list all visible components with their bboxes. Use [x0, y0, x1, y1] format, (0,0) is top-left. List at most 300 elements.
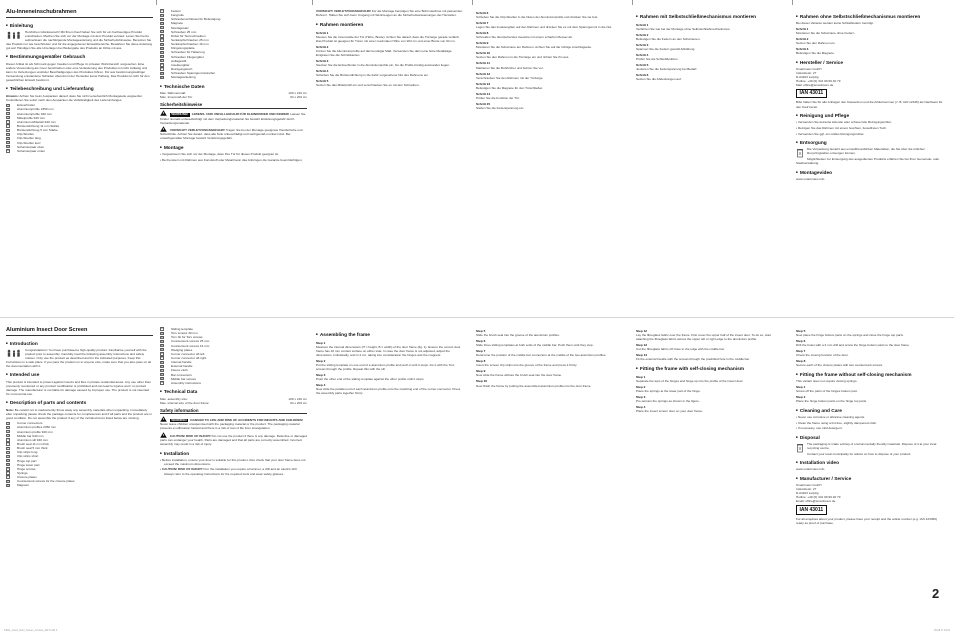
part-label: Dübel für Termschrauben	[171, 33, 206, 38]
address-line: Industriestr. 27	[796, 70, 817, 75]
part-number: 23	[161, 51, 164, 54]
family-icon	[6, 31, 22, 39]
part-label: Senkkopfschrauben 16 mm	[171, 42, 209, 47]
column-1	[6, 9, 153, 301]
section-heading: ■ Disposal	[796, 434, 943, 442]
crop-mark	[792, 0, 793, 5]
part-number: 14	[7, 476, 10, 479]
ian-box: IAN 43011	[796, 505, 827, 515]
part-number: 7	[7, 129, 9, 132]
step-text: Now finish the frame by putting the assembled aluminium profile into the door frame.	[476, 383, 592, 388]
step-text: Measure the internal dimensions (H = height, B = width) of the door frame (fig. 1). Ensure the correct door frame has 10 mm contact surface on either side. In case the door frame is not adjusted, adjust the dimensions. Individually, and in 2 cm, taking into consideration the hinges and the magnets.	[316, 344, 461, 357]
step-list	[316, 341, 463, 396]
disposal-text: The packaging is made entirely of environmentally friendly materials. Dispose of it at your local recycling centre.	[807, 442, 937, 451]
variant-intro: Bei dieser Variante werden keine Schließfedern benötigt.	[796, 20, 874, 25]
section-heading: ■ Montage	[160, 144, 307, 152]
step-label: Step 8	[476, 359, 486, 364]
part-number: 4	[7, 435, 9, 438]
part-number: 19	[161, 336, 164, 339]
section-heading: ■ Reinigung und Pflege	[796, 112, 943, 120]
part-label: Auflagestift	[171, 58, 187, 63]
section-heading: ■ Rahmen mit Selbstschließmechanismus montieren	[636, 13, 783, 21]
technical-data-table	[160, 91, 307, 99]
part-number: 10	[7, 141, 10, 144]
part-number: 22	[161, 47, 164, 50]
section-heading: ■ Introduction	[6, 340, 153, 348]
part-label: Eckverbinder	[17, 103, 36, 108]
part-number: 28	[161, 72, 164, 75]
crop-mark	[156, 0, 157, 5]
address-line: Smartmaxx GmbH	[796, 483, 822, 488]
step-label: Step 4	[316, 383, 326, 388]
address-line: Mail: office@smartmaxx.de	[796, 82, 834, 87]
part-number: 16	[161, 22, 164, 25]
step-text: Secure each of the closure plates with two countersunk screws.	[796, 363, 884, 368]
part-number: 23	[161, 353, 164, 356]
address-line: D-04103 Leipzig	[796, 491, 819, 496]
step-text: Slide three sliding templates at both ends of the middle bar. Push them until they stop.	[476, 343, 594, 348]
address-line: Industriestr. 27	[796, 487, 817, 492]
part-number: 7	[7, 447, 9, 450]
step-label: Step 1	[796, 385, 806, 390]
section-heading: ■ Installation video	[796, 459, 943, 467]
list-bullet: • Verwenden Sie keinerlei ätzende oder scheuernde Reinigungsmittel.	[796, 120, 892, 125]
part-number: 22	[161, 349, 164, 352]
step-text: Kürzen Sie die Aluminiumprofile auf das benötigte Maß. Verwenden Sie dazu eine feine Metallsäge. Entgraten Sie die Schnittkanten.	[316, 48, 453, 58]
step-text: Setzen Sie den Rahmen ein.	[796, 40, 836, 45]
part-label: Torx screws 30 mm	[171, 331, 198, 336]
part-label: Schrauben Spanngummistreifen	[171, 71, 216, 76]
column-4	[476, 9, 623, 301]
warning-triangle-icon	[160, 416, 167, 422]
part-label: Clip-Streifen kurz	[17, 140, 41, 145]
step-label: Step 3	[636, 395, 646, 400]
section-heading: ■ Rahmen montieren	[316, 21, 463, 29]
part-number: 18	[161, 31, 164, 34]
step-list	[796, 27, 943, 55]
step-text: Stellen Sie die Federspannung ein.	[476, 105, 525, 110]
step-label: Step 6	[796, 339, 806, 344]
part-label: Aluminium sill 940 mm	[17, 437, 48, 442]
part-number: 24	[161, 357, 164, 360]
part-label: Clip-Streifen lang	[17, 136, 41, 141]
step-label: Schritt 5	[316, 79, 329, 84]
step-text: Stecken Sie die Eckverbinder in die Aluminiumprofile ein, bis die Profile bündig aneinander liegen.	[316, 63, 450, 68]
address-line: Hotline: +49 (0) 341 99 99 40 79	[796, 78, 841, 83]
tech-key: Max. internal size of the door frame:	[160, 400, 210, 405]
manufacturer-address	[796, 483, 943, 503]
part-label: Internal handle	[171, 360, 192, 365]
step-label: Schritt 4	[316, 69, 329, 74]
list-bullet: • Verwenden Sie ggf. ein mildes Reinigungsmittel.	[796, 131, 865, 136]
disposal-text-2: Möglichkeiten zur Entsorgung des ausgedienten Produkts erfahren Sie bei Ihrer Gemeinde- oder Stadtverwaltung.	[796, 156, 940, 166]
part-label: Closure plates	[17, 475, 37, 480]
tech-row	[160, 95, 307, 99]
part-label: Clip strips long	[17, 450, 38, 455]
warning-badge: WARNUNG!	[171, 112, 189, 117]
part-number: 25	[161, 60, 164, 63]
disposal-text: Die Verpackung besteht aus umweltfreundlichen Materialien, die Sie über die örtlichen Recyclingstellen entsorgen können.	[807, 147, 925, 156]
step-text: Schneiden Sie überstehendes Gewebe mit einem scharfen Messer ab.	[476, 35, 573, 40]
crop-mark	[632, 0, 633, 5]
part-label: Bürstendichtung 5 mm Stärke	[17, 128, 58, 133]
address-line: Hotline: +49 (0) 341 99 99 40 79	[796, 495, 841, 500]
part-number: 2	[7, 108, 9, 111]
step-list	[636, 329, 783, 361]
part-number: 29	[161, 378, 164, 381]
part-label: Corner connector off-right	[171, 355, 207, 360]
step-label: Step 12	[636, 329, 648, 333]
part-label: Scharnierpaar oben	[17, 144, 45, 149]
section-heading: ■ Installation	[160, 450, 307, 458]
intro-text: Congratulations! You have purchased a high-quality product. Familiarise yourself with the product prior to assembly. Carefully read the following assembly instructions and safety notices. Only use the product as described and for the indicated purposes. Keep this instructions in a safe place. If you pass the product on to anyone else, make sure that you also pass on all the documentation with it.	[6, 347, 151, 368]
step-label: Schritt 15	[476, 101, 491, 106]
part-label: Magnets	[17, 483, 29, 488]
part-number: 18	[161, 332, 164, 335]
part-label: Middle bar screws	[171, 376, 196, 381]
step-label: Schritt 11	[476, 61, 490, 66]
column-2	[160, 9, 307, 301]
step-label: Schritt 6	[636, 73, 649, 78]
intended-use-text: Dieser Artikel ist als Schmuck gegen Insekten und Pflege im privaten Wohnbereich vorgesehen. Eine andere Verwendung als zuvor beschrieben oder eine Veränderung des Produktes ist nicht zulässig und kann zu Verletzungen und/oder Beschädigungen des Produktes führen. Für aus bestimmungswidriger Verwendung entstandene Schäden übernimmt der Hersteller keine Haftung. Das Produkt ist nicht für den gewerblichen Einsatz bestimmt.	[6, 61, 150, 82]
part-label: Bürstendichtung 11 mm Stärke	[17, 123, 60, 128]
step-text: Place the insect screen door on your door frame.	[636, 409, 703, 414]
step-label: Step 4	[636, 405, 646, 410]
step-label: Schritt 3	[796, 46, 809, 51]
step-text: Now slide the frame without the brush seal into the door frame.	[476, 373, 562, 378]
step-text: Verschrauben Sie den Rahmen mit der Türzarge.	[476, 75, 544, 80]
step-label: Step 10	[476, 379, 488, 384]
safety-warning: WARNING! DANGER TO LIFE AND RISK OF ACCIDENTS FOR INFANTS AND CHILDREN! Never leave children unsupervised with the packaging material or the product. The packaging material presents a suffocation hazard and there is a risk of loss of life from strangulation.	[160, 417, 303, 431]
tech-value: 94 x 204 cm	[290, 400, 307, 405]
sheet-english	[0, 318, 954, 635]
part-number: 9	[7, 455, 9, 458]
step-list	[636, 375, 783, 413]
part-number: 4	[7, 117, 9, 120]
part-label: Clip strips short	[17, 454, 39, 459]
part-label: Countersunk screws 16 mm	[171, 343, 210, 348]
step-label: Schritt 1	[636, 22, 649, 27]
part-label: Countersunk screws 25 mm	[171, 339, 210, 344]
step-label: Schritt 2	[796, 36, 809, 41]
parts-note: Note: Be careful not to inadvertently throw away any assembly materials when unpacking. Immediately after unpacking please check the package contents for completeness and if all parts and the product are in good condition. Do not assemble the product if any of the included items listed below are missing.	[6, 407, 152, 420]
part-number: 21	[161, 43, 164, 46]
step-text: Justieren Sie die Federspannung bei Bedarf.	[636, 67, 698, 72]
part-number: 14	[161, 14, 164, 17]
part-number: 27	[161, 369, 164, 372]
part-number: 5	[7, 121, 9, 124]
list-bullet: • Reinigen Sie das Rahmen mit einem feuchten, fusselfreien Tuch.	[796, 125, 887, 130]
step-text: Determine the position of the middle bar connectors at the middle of the two aluminium profiles.	[476, 353, 607, 358]
column-5	[636, 327, 783, 619]
step-text: Separate the tops of the hinges and hinge up into the profile of the insect door.	[636, 379, 744, 384]
step-text: Prüfen Sie die Schließfunktion.	[636, 57, 679, 62]
part-item	[160, 75, 307, 79]
part-number: 16	[7, 484, 10, 487]
tech-row	[160, 401, 307, 405]
part-label: Scharnierpaar unten	[17, 148, 46, 153]
section-heading: ■ Bestimmungsgemäßer Gebrauch	[6, 53, 153, 61]
part-number: 27	[161, 68, 164, 71]
part-label: Schrauben Fliegengitter	[171, 54, 204, 59]
montage-bullet: • Bei Fenstern mit Rahmen aus Kunststoff oder Metall kann das Anbringen die Garantie beeinträchtigen.	[160, 157, 303, 162]
step-text: Check the closing function of the door.	[796, 353, 849, 358]
step-label: Step 5	[476, 329, 486, 333]
tech-key: Max. Innenmaß der Tür	[160, 95, 193, 100]
step-text: Place the hinge bottom parts on the hinge top parts.	[796, 399, 868, 404]
step-text: Schieben Sie die Bürstendichtung in die dafür vorgesehene Nut des Rahmens ein.	[316, 73, 429, 78]
section-heading: ■ Cleaning and Care	[796, 407, 943, 415]
step-label: Schritt 4	[636, 52, 649, 57]
step-label: Step 2	[316, 358, 326, 363]
part-label: Springs	[17, 470, 28, 475]
step-text: Setzen Sie das Mittelprofil ein und verschrauben Sie es mit den Schrauben.	[316, 83, 420, 88]
tech-value: 100 x 210 cm	[288, 396, 307, 401]
step-text: Now place the hinge bottom parts on the springs and close the hinge top parts.	[796, 333, 904, 338]
section-heading: ■ Teilebeschreibung und Lieferumfang	[6, 85, 153, 93]
manufacturer-note: Bitte halten Sie für alle Anfragen den Kassenbon und die Artikelnummer (z. B. IAN 12345) als Nachweis für den Kauf bereit.	[796, 100, 943, 109]
step-list	[796, 385, 943, 403]
step-text: Setzen Sie die Abdeckungen auf.	[636, 77, 682, 82]
step-label: Step 2	[636, 385, 646, 390]
tech-key: Max. Rahmenmaß	[160, 91, 186, 96]
recycling-bin-icon	[796, 443, 804, 453]
manufacturer-address	[796, 67, 943, 87]
section-heading: ■ Technische Daten	[160, 83, 307, 91]
step-label: Step 5	[796, 329, 806, 333]
safety-heading: Safety information	[160, 408, 307, 414]
step-label: Schritt 8	[476, 31, 489, 36]
step-label: Step 7	[476, 349, 486, 354]
step-text: Put the sliding template on one end of a aluminium profile and push it until it stops. Fix it with the Torx screws through the profile. Repeat this with the sill.	[316, 362, 455, 371]
address-line: Email: office@smartmaxx.de	[796, 499, 836, 504]
part-label: Klingelungsplatte	[171, 46, 195, 51]
step-text: Push the other end of the sliding template against the other profile until it stops.	[316, 377, 425, 382]
step-text: Befestigen Sie die Magnete für den Türschließer.	[476, 85, 544, 90]
video-url: www.smartmaxx.info	[796, 176, 825, 181]
part-label: Senkkopfschrauben 25 mm	[171, 37, 209, 42]
part-label: Clip-Streifen	[17, 132, 35, 137]
step-text: Messen Sie die Innenmaße der Tür (Höhe, Breite). Achten Sie darauf, dass die Türzarge gerade verläuft. Das Produkt ist geeignet für Türen mit einer maximalen Höhe von 204 cm und einer Breite von 94 cm.	[316, 34, 460, 43]
technical-data-table	[160, 397, 307, 405]
part-label: Sliding template	[171, 327, 194, 331]
column-3	[316, 327, 463, 619]
montage-bullet: • Vergewissern Sie sich vor der Montage, dass Ihre Tür für dieses Produkt geeignet ist.	[160, 152, 279, 157]
part-label: Aluminiumprofile 940 mm	[17, 111, 52, 116]
step-list	[476, 51, 623, 110]
part-label: Assembly instructions	[171, 380, 201, 385]
column-6	[796, 327, 943, 619]
part-number: 12	[7, 150, 10, 153]
part-number: 15	[161, 18, 164, 21]
part-number: 11	[7, 464, 10, 467]
section-heading: ■ Intended use	[6, 371, 153, 379]
step-text: Montieren Sie die Scharniere ohne Federn.	[796, 30, 856, 35]
step-label: Step 13	[636, 343, 648, 348]
section-heading: ■ Manufacturer / Service	[796, 475, 943, 483]
crop-mark	[472, 0, 473, 5]
list-bullet: • If necessary, use mild detergent.	[796, 426, 843, 431]
step-text: Schieben Sie die Clip-Streifen in die Nuten der Aluminiumprofile und drücken Sie sie fest.	[476, 15, 599, 20]
part-label: External handle	[171, 364, 193, 369]
part-number: 21	[161, 344, 164, 347]
part-number: 25	[161, 361, 164, 364]
care-list	[796, 415, 943, 430]
address-line: Smartmaxx GmbH	[796, 66, 822, 71]
safety-caution: VORSICHT! VERLETZUNGSGEFAHR! Tragen Sie bei der Montage geeignete Handschuhe und Schutzbrille. Achten Sie darauf, dass alle Teile unbeschädigt und sachgemäß montiert sind. Bei unsachgemäßer Montage besteht Verletzungsgefahr.	[160, 128, 303, 141]
step-text: Screw off the parts of the hinges bottom part.	[796, 389, 858, 394]
tech-value: 100 x 210 cm	[288, 91, 307, 96]
step-label: Step 8	[796, 359, 806, 364]
parts-list	[6, 103, 153, 153]
column-3	[316, 9, 463, 301]
part-label: Federn	[171, 9, 181, 13]
part-label: Fleece cloth	[171, 368, 188, 373]
part-label: Schrauben 25 mm	[171, 29, 197, 34]
part-number: 2	[7, 426, 9, 429]
step-label: Schritt 10	[476, 51, 491, 56]
step-label: Schritt 12	[476, 71, 491, 76]
part-number: 1	[7, 104, 9, 107]
step-text: Befestigen Sie die Federn an den Scharnieren.	[636, 36, 701, 41]
part-number: 8	[7, 133, 9, 136]
part-item	[160, 381, 307, 385]
step-label: Step 9	[476, 369, 486, 374]
part-item	[6, 483, 153, 487]
part-number: 26	[161, 365, 164, 368]
warning-badge: WARNING!	[171, 417, 187, 422]
part-label: Fangrolle	[171, 13, 184, 18]
step-text: Montieren Sie die Scharniere am Rahmen. Achten Sie auf die richtige Anschlagseite.	[476, 45, 592, 50]
step-label: Schritt 3	[316, 59, 329, 64]
step-text: Drill the holes with a 3 mm drill and screw the hinge bottom parts to the door frame.	[796, 343, 910, 348]
parts-list	[160, 327, 307, 385]
section-heading: ■ Technical Data	[160, 388, 307, 396]
section-heading: ■ Rahmen ohne Selbstschließmechanismus montieren	[796, 13, 943, 21]
video-url: www.smartmaxx.info	[796, 467, 825, 472]
part-label: Aluminium-Mittelteil 940 mm	[17, 119, 56, 124]
part-number: 13	[7, 472, 10, 475]
section-heading: ■ Entsorgung	[796, 139, 943, 147]
step-label: Schritt 14	[476, 91, 491, 96]
step-list	[796, 329, 943, 367]
caution-text: VORSICHT! VERLETZUNGSGEFAHR! Für die Montage benötigen Sie eine Bohrmaschine mit passenden Bohrern. Halten Sie sich beim Umgang mit Werkzeugen an die Sicherheitsanweisungen der Hersteller.	[316, 9, 463, 18]
installation-bullet: • Before installation, ensure your door is suitable for this product. Also check that your door frame does not exceed the maximum dimensions.	[160, 457, 306, 466]
disposal-contact: Contact your local municipality for advice on how to dispose of your product.	[807, 451, 912, 456]
document-title: Aluminium Insect Door Screen	[6, 327, 153, 336]
sheet-german	[0, 0, 954, 317]
address-line: D-04103 Leipzig	[796, 74, 819, 79]
safety-heading: Sicherheitshinweise	[160, 102, 307, 108]
part-number: 10	[7, 459, 10, 462]
column-4	[476, 327, 623, 619]
part-label: Aluminium profile 940 mm	[17, 429, 53, 434]
step-text: Cut the fibreglass fabric off close to the edge with the middle bar.	[636, 347, 725, 352]
step-text: Slide the brush seal into the groove of the aluminium profiles.	[476, 333, 560, 338]
section-heading: ■ Assembling the frame	[316, 331, 463, 339]
installation-bullet: • CAUTION! RISK OF INJURY! For the installation you require a hammer, a drill and an electric drill. Always refer to the operating instructions for the required tools and wear safety glasses.	[160, 467, 298, 476]
part-number: 30	[161, 382, 164, 385]
recycling-bin-icon	[796, 148, 804, 158]
step-text: Lay the fibreglass fabric over the frame. First cover the upper half of the insect door. To do so, start attaching the fibreglass fabric across the upper left or right edge to the aluminium profile.	[636, 333, 771, 342]
part-label: Aluminiumprofile 2350 mm	[17, 107, 54, 112]
section-heading: ■ Fitting the frame without self-closing mechanism	[796, 371, 943, 379]
step-text: Place the springs at the lower part of the hinge.	[636, 389, 701, 394]
part-number: 15	[7, 480, 10, 483]
section-heading: ■ Hersteller / Service	[796, 59, 943, 67]
page-number: 2	[932, 586, 940, 601]
step-text: Pre-tension the springs as shown in the figure.	[636, 399, 700, 404]
part-label: Magnete	[171, 21, 184, 26]
parts-list	[6, 421, 153, 487]
part-label: Middle bar 940 mm	[17, 433, 44, 438]
list-bullet: • Never use corrosive or abrasive cleaning agents.	[796, 415, 866, 420]
part-number: 29	[161, 76, 164, 79]
list-bullet: • Clean the frame using a lint-free, slightly dampened cloth.	[796, 420, 877, 425]
parts-note: Hinweis: Achten Sie beim Auspacken darauf, dass Sie nicht versehentlich Montageteile wegwerfen. Kontrollieren Sie sofort nach dem Auspacken die Vollständigkeit des Lieferumfanges.	[6, 93, 143, 102]
parts-list	[160, 9, 307, 79]
section-heading: ■ Einleitung	[6, 22, 153, 30]
ian-box: IAN 43011	[796, 89, 827, 99]
step-label: Schritt 7	[476, 21, 489, 26]
part-label: Hinge screws	[17, 466, 36, 471]
column-6	[796, 9, 943, 301]
column-1	[6, 327, 153, 619]
step-text: Now slide the parallel end of each aluminium profile onto the matching end of the corner connector. Press the assembly parts together firmly.	[316, 387, 461, 396]
step-label: Step 1	[636, 375, 646, 380]
family-icon	[6, 349, 22, 357]
part-number: 6	[7, 125, 9, 128]
step-text: Setzen Sie den Rahmen in die Türzarge ein und richten Sie ihn aus.	[476, 55, 570, 60]
step-label: Step 14	[636, 353, 648, 358]
step-label: Step 3	[316, 373, 326, 378]
part-number: 3	[7, 112, 9, 115]
part-label: Torx bit for Torx screws	[171, 335, 203, 340]
tech-key: Max. assembly size:	[160, 396, 188, 401]
step-label: Schritt 13	[476, 81, 491, 86]
section-heading: ■ Fitting the frame with self-closing mechanism	[636, 365, 783, 373]
manufacturer-note: For all enquiries about your product, please have your receipt and the article number (e.g. IAN 123456) ready as proof of purchase.	[796, 516, 938, 526]
part-number: 28	[161, 373, 164, 376]
part-item	[6, 149, 153, 153]
part-label: Insektengitter	[171, 62, 190, 67]
section-heading: ■ Montagevideo	[796, 169, 943, 177]
part-number: 8	[7, 451, 9, 454]
part-number: 20	[161, 39, 164, 42]
column-5	[636, 9, 783, 301]
part-number: 1	[7, 422, 9, 425]
step-text: Markieren Sie die Bohrlöcher und bohren Sie vor.	[476, 65, 544, 70]
column-2	[160, 327, 307, 619]
part-number: 6	[7, 443, 9, 446]
step-label: Schritt 1	[316, 30, 329, 35]
part-label: Wedging plates	[171, 347, 193, 352]
part-label: Brush seal 5 mm thick	[17, 446, 48, 451]
part-label: Schraubenschlüssel für Befestigung	[171, 17, 221, 22]
part-label: Montagesatz	[171, 25, 189, 30]
part-label: Bar connectors	[171, 372, 192, 377]
step-label: Schritt 2	[316, 44, 329, 49]
intended-use-text: This product is intended to protect against insects and flies in private residential areas. Any use other than previously mentioned or any product modification is prohibited and can lead to injuries and / or product damage. The manufacturer is not liable for damage caused by improper use. The product is not intended for commercial use.	[6, 379, 151, 396]
part-label: Countersunk screws for the closure plates	[17, 479, 75, 484]
step-text: Verfahren Sie wie bei der Montage ohne Selbstschließmechanismus.	[636, 26, 731, 31]
step-label: Schritt 5	[636, 63, 649, 68]
step-list	[316, 31, 463, 88]
step-label: Schritt 2	[636, 32, 649, 37]
step-label: Schritt 6	[476, 11, 489, 15]
step-list	[476, 11, 623, 49]
variant-intro: This variant does not require closing springs.	[796, 379, 858, 384]
